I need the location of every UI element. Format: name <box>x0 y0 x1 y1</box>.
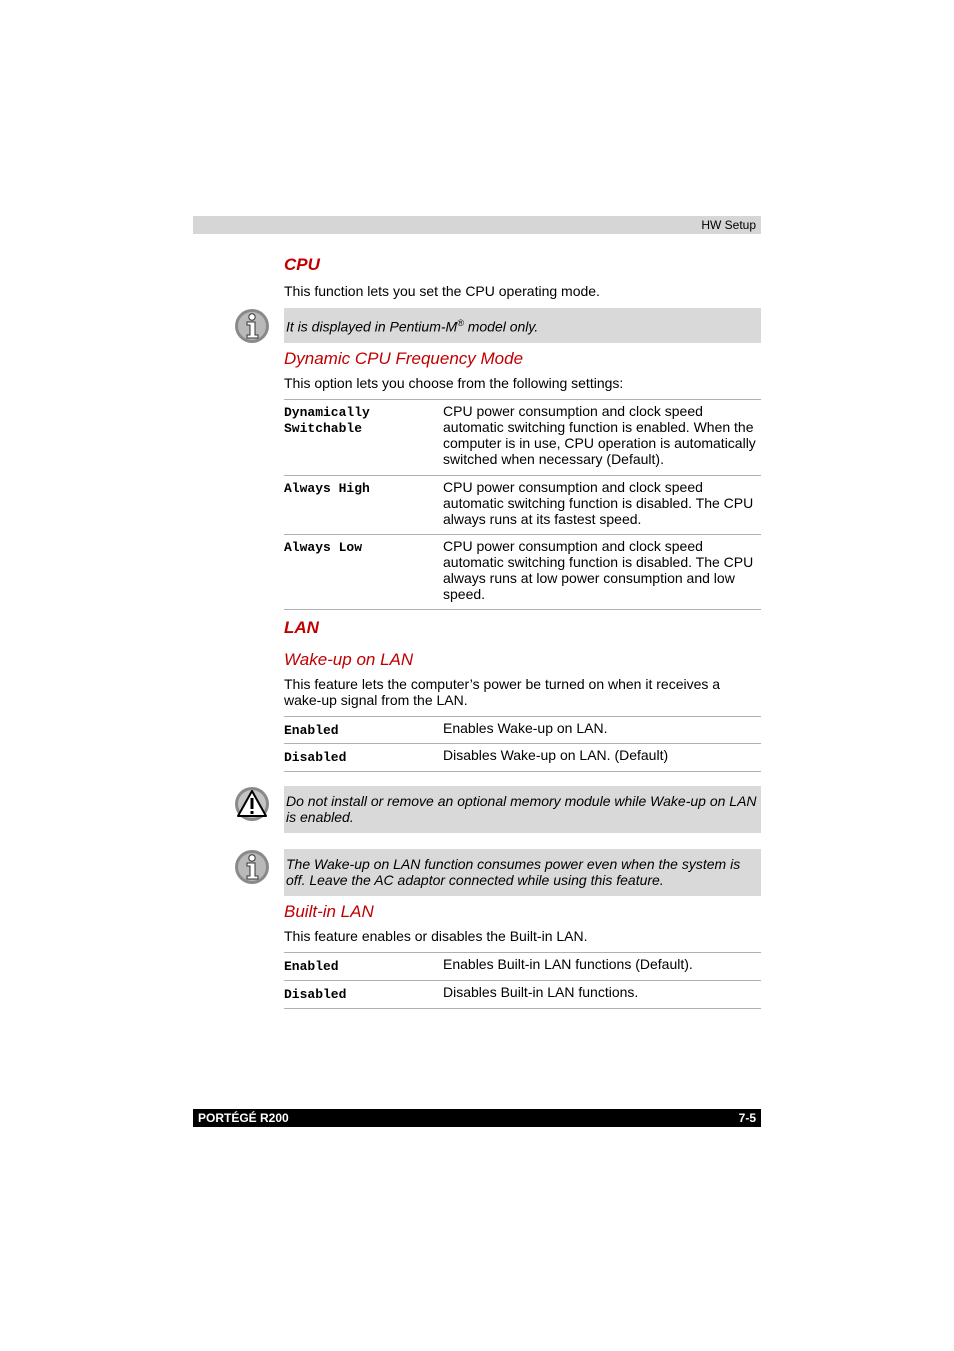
dcfm-heading: Dynamic CPU Frequency Mode <box>284 348 524 368</box>
table-row <box>284 534 761 609</box>
cpu-note-text-end: model only. <box>463 318 539 335</box>
registered-mark: ® <box>457 318 464 328</box>
caution-icon <box>234 786 270 822</box>
option-desc: Enables Wake-up on LAN. <box>443 719 608 736</box>
builtin-intro: This feature enables or disables the Built-in LAN. <box>284 927 588 944</box>
option-key: Enabled <box>284 958 339 974</box>
wol-heading: Wake-up on LAN <box>284 649 414 669</box>
option-key: Disabled <box>284 986 347 1002</box>
option-desc: CPU power consumption and clock speed automatic switching function is disabled. The CPU always runs at its fastest speed. <box>443 478 754 527</box>
wol-note <box>284 849 761 896</box>
table-row <box>284 399 761 475</box>
cpu-note <box>284 308 761 343</box>
cpu-intro: This function lets you set the CPU operating mode. <box>284 283 600 299</box>
builtin-table <box>284 952 761 1009</box>
option-key: Disabled <box>284 749 347 765</box>
header-title: HW Setup <box>701 218 756 232</box>
cpu-heading: CPU <box>284 255 320 274</box>
builtin-heading: Built-in LAN <box>284 901 374 921</box>
info-icon <box>234 308 270 344</box>
caution-text: Do not install or remove an optional memory module while Wake-up on LAN is enabled. <box>286 792 757 825</box>
option-key: Enabled <box>284 722 339 738</box>
table-row <box>284 475 761 534</box>
wol-note-text: The Wake-up on LAN function consumes power even when the system is off. Leave the AC adaptor connected while using this feature. <box>286 855 741 888</box>
option-desc: CPU power consumption and clock speed automatic switching function is disabled. The CPU always runs at low power consumption and low speed. <box>443 537 754 602</box>
option-key-line: Dynamically <box>284 404 370 420</box>
table-row <box>284 952 761 980</box>
page-header <box>193 216 761 234</box>
option-desc: Disables Wake-up on LAN. (Default) <box>443 746 669 763</box>
table-row <box>284 980 761 1008</box>
option-key: Always High <box>284 480 370 496</box>
cpu-note-text: It is displayed in Pentium-M <box>286 318 458 335</box>
page-content <box>284 255 761 1009</box>
page-number: 7-5 <box>738 1111 756 1125</box>
wol-intro: This feature lets the computer’s power be turned on when it receives a wake-up signal from the LAN. <box>284 675 721 708</box>
option-key-line: Switchable <box>284 420 363 436</box>
option-key: Always Low <box>284 539 363 555</box>
table-row <box>284 716 761 743</box>
table-row <box>284 743 761 771</box>
caution-note <box>284 786 761 833</box>
info-icon <box>234 849 270 885</box>
wol-table <box>284 716 761 772</box>
option-desc: Enables Built-in LAN functions (Default). <box>443 955 693 972</box>
product-name: PORTÉGÉ R200 <box>198 1111 289 1125</box>
dcfm-table <box>284 399 761 610</box>
option-desc: CPU power consumption and clock speed automatic switching function is enabled. When the computer is in use, CPU operation is automatically switched when necessary (Default). <box>443 402 756 467</box>
lan-heading: LAN <box>284 617 319 637</box>
page-footer <box>193 1109 761 1127</box>
dcfm-intro: This option lets you choose from the following settings: <box>284 374 624 391</box>
option-key <box>284 399 443 475</box>
option-desc: Disables Built-in LAN functions. <box>443 983 639 1000</box>
